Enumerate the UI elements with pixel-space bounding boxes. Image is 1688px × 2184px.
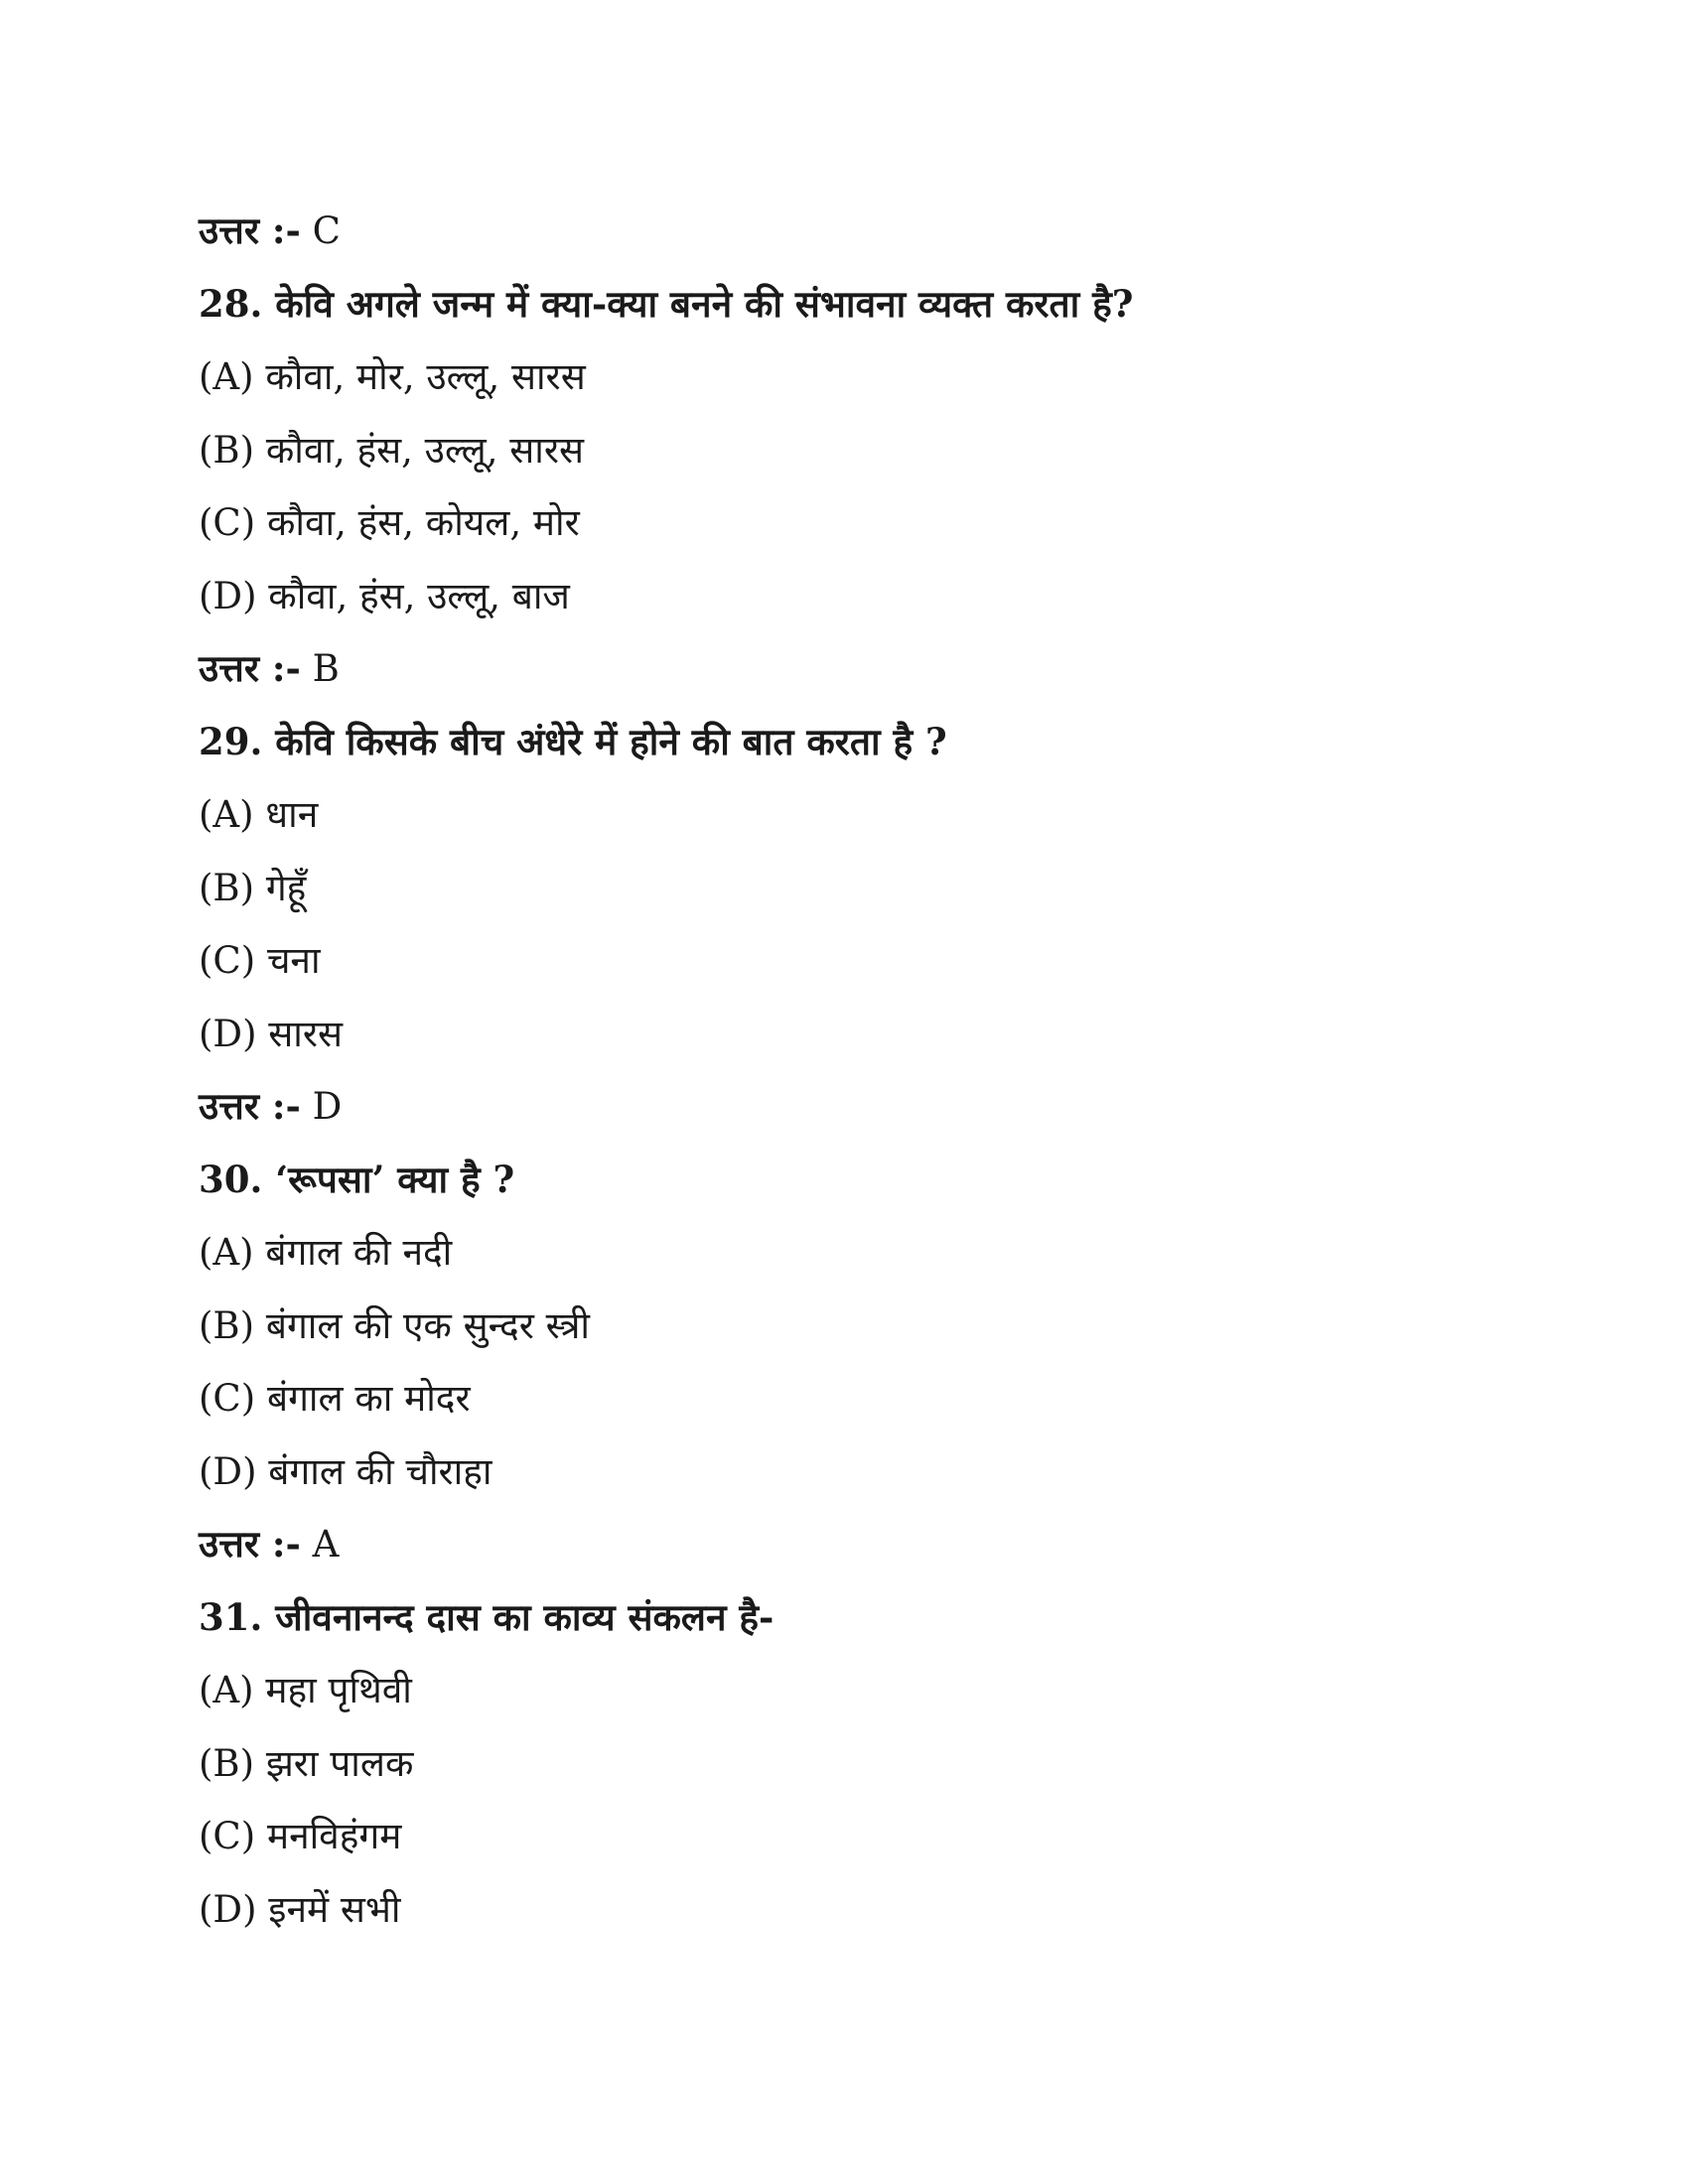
option-29-a: (A) धान (199, 793, 319, 836)
answer-label: उत्तर :- (199, 1084, 301, 1128)
option-29-c: (C) चना (199, 939, 321, 982)
option-31-c: (C) मनविहंगम (199, 1815, 402, 1857)
option-29-b: (B) गेहूँ (199, 866, 307, 909)
option-29-d: (D) सारस (199, 1012, 344, 1055)
question-list (199, 195, 1489, 1946)
option-30-d: (D) बंगाल की चौराहा (199, 1449, 492, 1493)
question-28: 28. केवि अगले जन्म में क्या-क्या बनने की संभावना व्यक्त करता है? (199, 281, 1134, 326)
option-30-a: (A) बंगाल की नदी (199, 1231, 453, 1274)
answer-line (199, 195, 1489, 268)
option-28-d: (D) कौवा, हंस, उल्लू, बाज (199, 574, 570, 617)
option-28-b: (B) कौवा, हंस, उल्लू, सारस (199, 428, 584, 472)
answer-line (199, 632, 1489, 706)
answer-label: उत्तर :- (199, 1522, 301, 1566)
answer-line (199, 1508, 1489, 1581)
answer-value: D (312, 1085, 343, 1128)
option-30-c: (C) बंगाल का मोदर (199, 1377, 471, 1420)
option-31-a: (A) महा पृथिवी (199, 1669, 412, 1711)
answer-value: B (312, 647, 340, 690)
option-28-c: (C) कौवा, हंस, कोयल, मोर (199, 501, 580, 544)
question-29: 29. केवि किसके बीच अंधेरे में होने की बात करता है ? (199, 719, 947, 763)
answer-label: उत्तर :- (199, 646, 301, 690)
answer-line (199, 1070, 1489, 1144)
answer-label: उत्तर :- (199, 208, 301, 252)
question-31: 31. जीवनानन्द दास का काव्य संकलन है- (199, 1594, 774, 1639)
question-30: 30. ‘रूपसा’ क्या है ? (199, 1157, 515, 1201)
option-31-b: (B) झरा पालक (199, 1741, 414, 1785)
option-31-d: (D) इनमें सभी (199, 1887, 401, 1931)
option-28-a: (A) कौवा, मोर, उल्लू, सारस (199, 355, 586, 398)
answer-value: A (312, 1523, 340, 1566)
answer-value: C (312, 209, 341, 252)
option-30-b: (B) बंगाल की एक सुन्दर स्त्री (199, 1303, 590, 1347)
